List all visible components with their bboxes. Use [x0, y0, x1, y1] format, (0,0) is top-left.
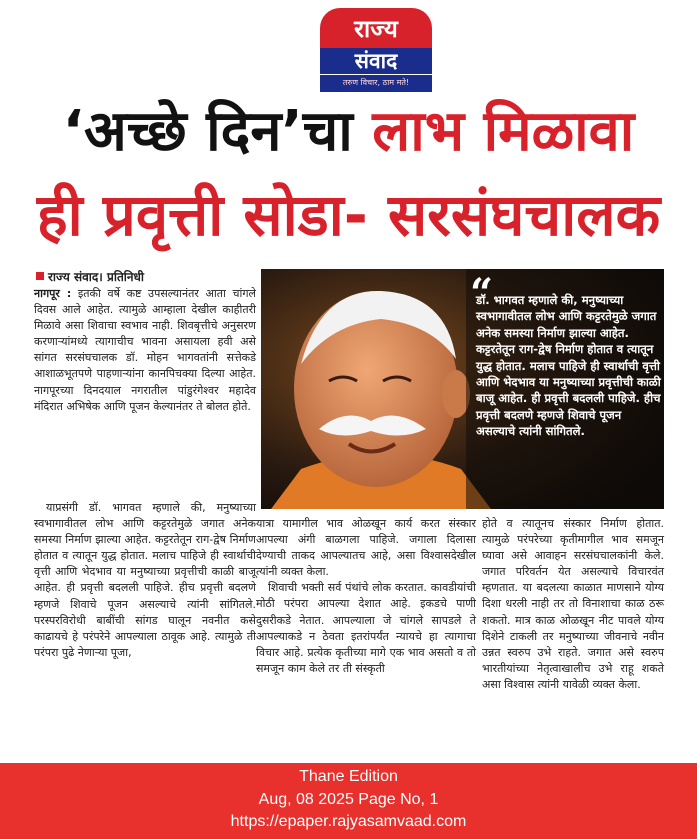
edition-footer: [0, 763, 697, 839]
article-paragraph: इतकी वर्षे कष्ट उपसल्यानंतर आता चांगले दिवस आले आहेत. त्यामुळे आम्हाला देखील काहीतरी मिळावे असा शिवाचा स्वभाव नाही. शिवबृत्तीचे अनुसरण करणाऱ्यांमध्ये त्यागाचीच भावना असायला हवी असे सांगत सरसंघचालक डॉ. मोहन भागवतांनी सत्तेकडे आशाळभूतपणे पाहणाऱ्यांना कानपिचक्या दिल्या आहेत. नागपूरच्या दिनदयाल नगरातील पांडुरंगेश्वर महादेव मंदिरात अभिषेक आणि पूजन केल्यानंतर ते बोलत होते.: [34, 287, 256, 413]
edition-url[interactable]: https://epaper.rajyasamvaad.com: [230, 813, 467, 830]
article-column-1-top: [34, 286, 256, 415]
article-paragraph: याप्रसंगी डॉ. भागवत म्हणाले की, मनुष्याच्या स्वभागावीतल लोभ आणि कट्टरतेमुळे जगात अनेक समस्या निर्माण झाल्या आहेत. कट्टरतेतून राग-द्वेष निर्माण होतात व त्यातून युद्ध होतात. मलाच पाहिजे ही स्वार्थाची वृत्ती आणि भेदभाव या मनुष्याच्या प्रवृत्तीची काळी बाजू आहेत. ही प्रवृत्ती बदलली पाहिजे. हीच प्रवृत्ती बदलणे म्हणजे शिवाचे पूजन असल्याचे त्यांनी सांगितले. परस्परविरोधी बाबींची सांगड घालून नवनीत कसे काढायचे हे परंपरेने आपल्याला ठावूक आहे. त्यामुळे ती परंपरा पुढे नेणाऱ्या पूजा,: [34, 501, 256, 659]
headline-line-1: [0, 98, 697, 166]
edition-name: Thane Edition: [299, 768, 398, 785]
logo-top-text: राज्य: [354, 14, 398, 43]
edition-date-page: Aug, 08 2025 Page No, 1: [258, 791, 439, 808]
headline-part-black: ‘अच्छे दिन’: [62, 99, 303, 164]
byline-text: राज्य संवाद। प्रतिनिधी: [48, 270, 145, 284]
masthead-logo: [320, 8, 432, 92]
headline-line-2: ही प्रवृत्ती सोडा- सरसंघचालक: [36, 181, 661, 249]
quote-mark-icon: “: [470, 270, 494, 317]
logo-middle-text: संवाद: [354, 49, 398, 73]
article-column-1-bottom: [34, 500, 256, 661]
pull-quote: डॉ. भागवत म्हणाले की, मनुष्याच्या स्वभागावीतल लोभ आणि कट्टरतेमुळे जगात अनेक समस्या निर्माण झाल्या आहेत. कट्टरतेतून राग-द्वेष निर्माण होतात व त्यातून युद्ध होतात. मलाच पाहिजे ही स्वार्थाची वृत्ती आणि भेदभाव या मनुष्याच्या प्रवृत्तीची काळी बाजू आहेत. ही प्रवृत्ती बदलली पाहिजे. हीच प्रवृत्ती बदलणे म्हणजे शिवाचे पूजन असल्याचे त्यांनी सांगितले.: [476, 293, 661, 439]
dateline-place: नागपूर :: [34, 287, 72, 300]
headline-part-red: लाभ मिळावा: [372, 99, 635, 164]
article-paragraph: होते व त्यातूनच संस्कार निर्माण होतात. त्यामुळे परंपरेच्या कृतीमागील भाव समजून घ्यावा असे आवाहन सरसंघचालकांनी केले. जगात परिवर्तन येत असल्याचे विचारवंत म्हणतात. या बदलत्या काळात माणसाने योग्य दिशा धरली नाही तर तो विनाशाचा काळ ठरू शकतो. मात्र काळ ओळखून नीट पावले योग्य दिशेने टाकली तर मनुष्याच्या जीवनाचे नवीन उन्नत स्वरुप उभे राहते. जगात असे स्वरुप भारतीयांच्या नेतृत्वाखालीच उभे राहू शकते असा विश्वास त्यांनी यावेळी व्यक्त केला.: [482, 517, 664, 691]
article-column-3: [482, 516, 664, 693]
logo-top-band: [320, 8, 432, 48]
byline: [36, 268, 144, 285]
logo-tagline-band: [320, 74, 432, 92]
article-paragraph: शिवाची भक्ती सर्व पंथांचे लोक करतात. कावडीयांची मोठी परंपरा आपल्या देशात आहे. इकडचे पाणी दुसरीकडे नेतात. आपल्याला जे चांगले सापडले ते आपल्याकडे न ठेवता इतरांपर्यंत न्यायचे हा त्यागाचा विचार आहे. प्रत्येक कृतीच्या मागे एक भाव असतो व तो समजून काम केले तर ती संस्कृती: [256, 581, 476, 675]
article-paragraph: यात्रा यामागील भाव ओळखून कार्य करत संस्कार आपल्या अंगी बाळगला पाहिजे. जगाला दिलासा देण्याची ताकद आपल्यातच आहे, असा विश्वासदेखील त्यांनी व्यक्त केला.: [256, 517, 476, 579]
logo-tagline: तरुण विचार, ठाम मते!: [342, 78, 410, 87]
logo-middle-band: [320, 48, 432, 74]
headline-part-black-suffix: चा: [302, 99, 353, 164]
article-column-2: [256, 516, 476, 677]
byline-marker: [36, 272, 44, 280]
